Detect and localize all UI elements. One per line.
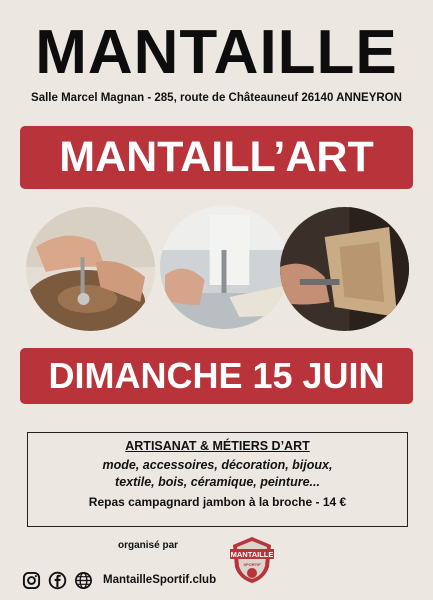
- info-categories-line1: mode, accessoires, décoration, bijoux,: [102, 458, 333, 472]
- club-logo-sub: SPORTIF: [243, 562, 261, 567]
- info-categories-line2: textile, bois, céramique, peinture...: [115, 475, 320, 489]
- town-title: MANTAILLE: [35, 18, 398, 87]
- facebook-icon[interactable]: [48, 571, 67, 590]
- leather-crafting-photo: [26, 207, 155, 331]
- club-logo-name: MANTAILLE: [230, 550, 274, 559]
- info-box: [27, 432, 408, 527]
- event-date-banner: DIMANCHE 15 JUIN: [20, 348, 413, 404]
- print-notice: [413, 540, 419, 574]
- globe-icon[interactable]: [74, 571, 93, 590]
- website-link[interactable]: MantailleSportif.club: [103, 574, 217, 586]
- wood-turning-photo: [280, 207, 409, 331]
- event-name-banner: MANTAILL’ART: [20, 126, 413, 189]
- organised-by-label: organisé par: [118, 540, 179, 551]
- social-links: [22, 570, 216, 590]
- sewing-machine-photo: [160, 205, 289, 329]
- venue-address: Salle Marcel Magnan - 285, route de Châteauneuf 26140 ANNEYRON: [31, 92, 402, 104]
- instagram-icon[interactable]: [22, 571, 41, 590]
- info-title: ARTISANAT & MÉTIERS D’ART: [125, 439, 310, 453]
- info-meal: Repas campagnard jambon à la broche - 14 €: [88, 495, 347, 509]
- club-logo: [227, 533, 277, 585]
